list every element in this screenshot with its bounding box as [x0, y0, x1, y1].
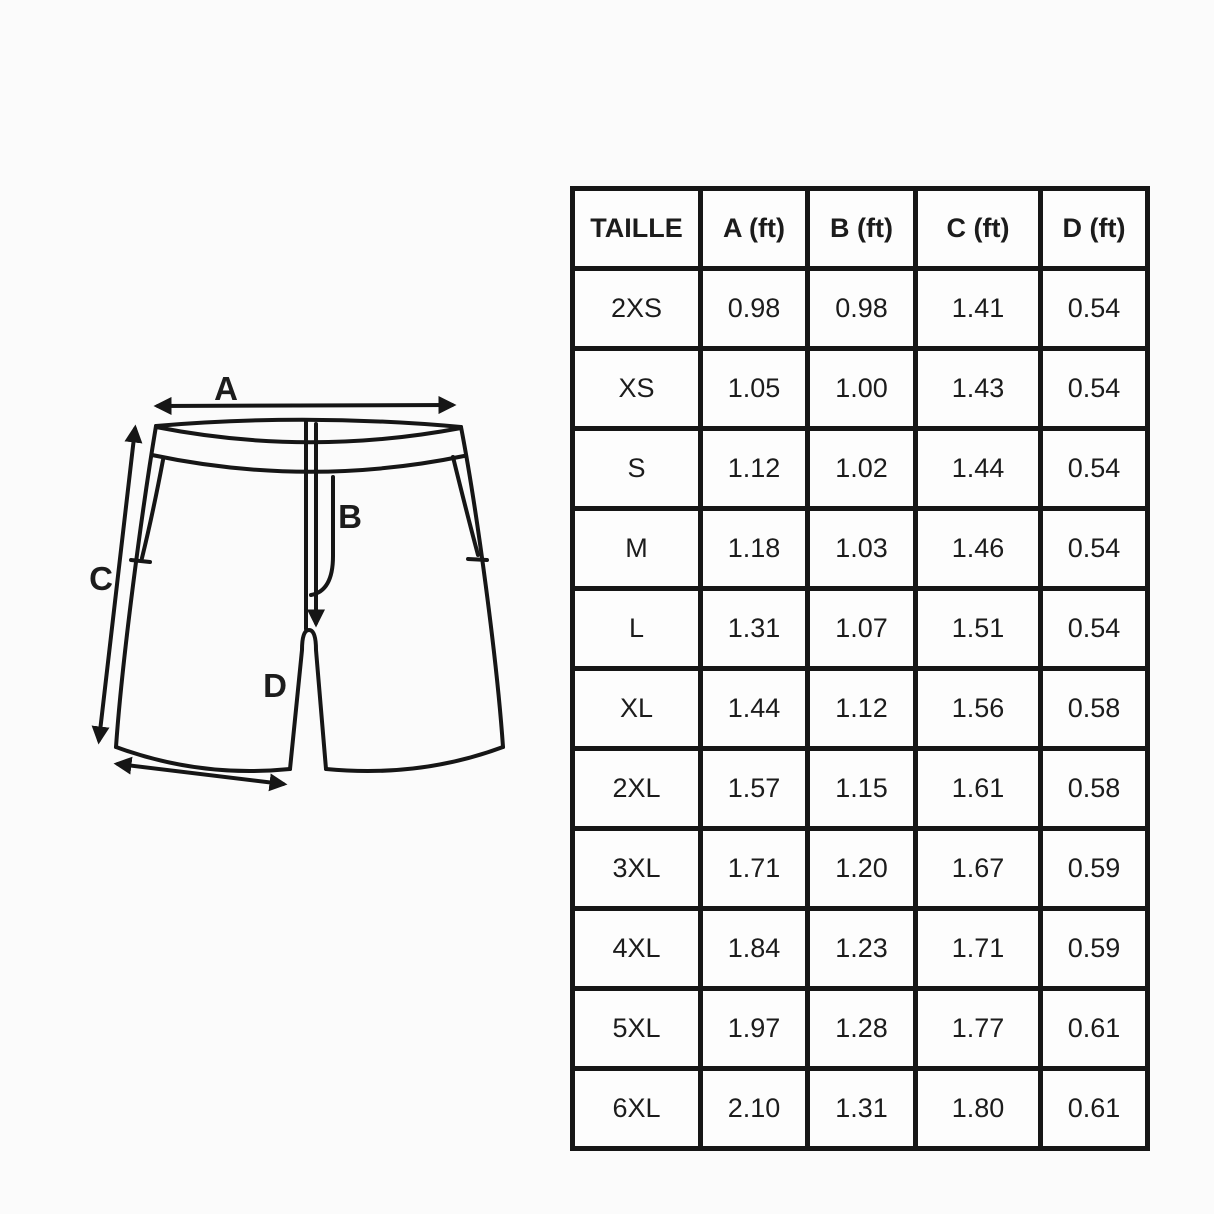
value-cell: 1.41	[916, 269, 1041, 349]
size-cell: XS	[573, 349, 701, 429]
value-cell: 1.28	[808, 989, 916, 1069]
value-cell: 0.54	[1041, 269, 1148, 349]
value-cell: 1.77	[916, 989, 1041, 1069]
size-cell: XL	[573, 669, 701, 749]
value-cell: 1.67	[916, 829, 1041, 909]
table-row	[573, 1069, 1148, 1149]
column-header-c-ft: C (ft)	[916, 189, 1041, 269]
value-cell: 1.02	[808, 429, 916, 509]
value-cell: 1.80	[916, 1069, 1041, 1149]
dim-label-d: D	[263, 667, 287, 704]
value-cell: 1.46	[916, 509, 1041, 589]
value-cell: 1.15	[808, 749, 916, 829]
value-cell: 1.18	[701, 509, 808, 589]
value-cell: 1.05	[701, 349, 808, 429]
column-header-d-ft: D (ft)	[1041, 189, 1148, 269]
value-cell: 2.10	[701, 1069, 808, 1149]
value-cell: 0.61	[1041, 989, 1148, 1069]
size-table	[570, 186, 1150, 1151]
value-cell: 0.59	[1041, 829, 1148, 909]
waistband-back-rim	[156, 420, 461, 427]
value-cell: 1.43	[916, 349, 1041, 429]
table-row	[573, 349, 1148, 429]
size-cell: S	[573, 429, 701, 509]
value-cell: 0.58	[1041, 669, 1148, 749]
value-cell: 1.71	[701, 829, 808, 909]
value-cell: 1.03	[808, 509, 916, 589]
value-cell: 0.58	[1041, 749, 1148, 829]
table-row	[573, 669, 1148, 749]
size-cell: 2XL	[573, 749, 701, 829]
value-cell: 0.98	[701, 269, 808, 349]
value-cell: 1.07	[808, 589, 916, 669]
table-row	[573, 269, 1148, 349]
value-cell: 1.12	[808, 669, 916, 749]
table-row	[573, 909, 1148, 989]
value-cell: 0.61	[1041, 1069, 1148, 1149]
column-header-taille: TAILLE	[573, 189, 701, 269]
right-pocket-tick	[468, 559, 487, 560]
value-cell: 1.31	[808, 1069, 916, 1149]
table-row	[573, 509, 1148, 589]
size-cell: L	[573, 589, 701, 669]
value-cell: 1.20	[808, 829, 916, 909]
size-cell: 6XL	[573, 1069, 701, 1149]
value-cell: 0.98	[808, 269, 916, 349]
table-row	[573, 989, 1148, 1069]
crotch-split	[290, 630, 326, 769]
right-leg-hem	[326, 747, 503, 771]
dim-arrow-a	[158, 405, 452, 406]
size-cell: 4XL	[573, 909, 701, 989]
table-row	[573, 589, 1148, 669]
right-side-seam	[461, 427, 503, 747]
value-cell: 1.44	[701, 669, 808, 749]
value-cell: 1.57	[701, 749, 808, 829]
table-row	[573, 429, 1148, 509]
value-cell: 1.61	[916, 749, 1041, 829]
value-cell: 0.54	[1041, 509, 1148, 589]
value-cell: 1.51	[916, 589, 1041, 669]
column-header-a-ft: A (ft)	[701, 189, 808, 269]
value-cell: 1.23	[808, 909, 916, 989]
value-cell: 1.31	[701, 589, 808, 669]
waistband-front-rim	[156, 427, 461, 442]
size-table-header-row	[573, 189, 1148, 269]
size-table-body	[573, 269, 1148, 1149]
size-cell: 3XL	[573, 829, 701, 909]
column-header-b-ft: B (ft)	[808, 189, 916, 269]
size-cell: 2XS	[573, 269, 701, 349]
value-cell: 1.12	[701, 429, 808, 509]
dim-label-b: B	[338, 498, 362, 535]
left-pocket-tick	[131, 560, 150, 562]
left-side-seam	[116, 426, 156, 747]
value-cell: 1.56	[916, 669, 1041, 749]
value-cell: 1.00	[808, 349, 916, 429]
table-row	[573, 829, 1148, 909]
dim-label-a: A	[214, 370, 238, 407]
value-cell: 1.97	[701, 989, 808, 1069]
value-cell: 1.84	[701, 909, 808, 989]
value-cell: 0.54	[1041, 349, 1148, 429]
size-cell: 5XL	[573, 989, 701, 1069]
value-cell: 1.71	[916, 909, 1041, 989]
value-cell: 0.54	[1041, 429, 1148, 509]
shorts-outline	[116, 420, 503, 771]
size-cell: M	[573, 509, 701, 589]
value-cell: 0.59	[1041, 909, 1148, 989]
dim-label-c: C	[89, 560, 113, 597]
value-cell: 1.44	[916, 429, 1041, 509]
table-row	[573, 749, 1148, 829]
value-cell: 0.54	[1041, 589, 1148, 669]
